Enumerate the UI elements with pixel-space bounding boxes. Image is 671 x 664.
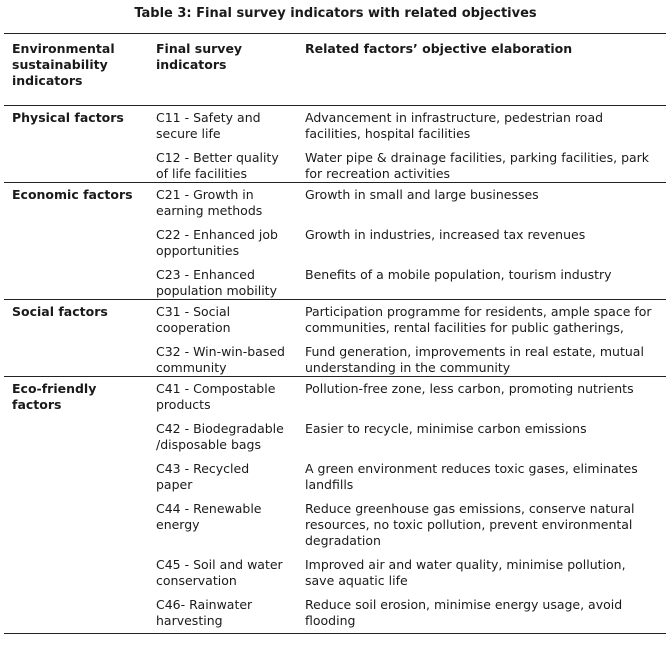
- table-row: [4, 493, 666, 549]
- table-row: [4, 453, 666, 493]
- survey-indicator-cell: C21 - Growth in earning methods: [148, 183, 297, 220]
- objective-cell: Water pipe & drainage facilities, parking facilities, park for recreation activities: [305, 150, 650, 181]
- objective-cell: Participation programme for residents, ample space for communities, rental facilities for public gatherings,: [297, 300, 666, 337]
- table-row: [4, 336, 666, 377]
- survey-indicator-cell: C42 - Biodegradable /disposable bags: [156, 421, 284, 452]
- survey-indicator-cell: C46- Rainwater harvesting: [148, 589, 297, 634]
- factor-group-empty: [4, 453, 148, 493]
- table-row: [4, 219, 666, 259]
- table-row: [4, 413, 666, 453]
- factor-group-empty: [4, 589, 148, 634]
- factor-group-empty: [4, 413, 148, 453]
- table-row: [4, 589, 666, 634]
- header-final-survey-indicators: Final survey indicators: [148, 34, 297, 106]
- survey-indicator-cell: C22 - Enhanced job opportunities: [156, 227, 278, 258]
- table-body: [4, 106, 666, 634]
- survey-indicator-cell: C43 - Recycled paper: [156, 461, 250, 492]
- factor-group-label: Eco-friendly factors: [4, 377, 148, 414]
- objective-cell: Benefits of a mobile population, tourism industry: [305, 267, 612, 282]
- table-row: [4, 106, 666, 143]
- factor-group-label: Social factors: [4, 300, 148, 337]
- table-row: [4, 549, 666, 589]
- objective-cell: Growth in small and large businesses: [297, 183, 666, 220]
- table-row: [4, 259, 666, 300]
- factor-group-label: Physical factors: [4, 106, 148, 143]
- factor-group-empty: [4, 493, 148, 549]
- factor-group-empty: [4, 336, 148, 377]
- objective-cell: Fund generation, improvements in real estate, mutual understanding in the community: [305, 344, 644, 375]
- objective-cell: Improved air and water quality, minimise pollution, save aquatic life: [305, 557, 626, 588]
- factor-group-empty: [4, 142, 148, 183]
- table-row: [4, 183, 666, 220]
- objective-cell: A green environment reduces toxic gases, eliminates landfills: [305, 461, 638, 492]
- factor-group-empty: [4, 219, 148, 259]
- survey-indicator-cell: C44 - Renewable energy: [156, 501, 262, 532]
- header-sustainability-indicators: Environmental sustainability indicators: [4, 34, 148, 106]
- objective-cell: Pollution-free zone, less carbon, promoting nutrients: [297, 377, 666, 414]
- table-row: [4, 300, 666, 337]
- indicators-table: [4, 33, 666, 634]
- table-caption: Table 3: Final survey indicators with related objectives: [134, 6, 537, 21]
- table-header-row: [4, 34, 666, 106]
- factor-group-empty: [4, 259, 148, 300]
- factor-group-empty: [4, 549, 148, 589]
- survey-indicator-cell: C32 - Win-win-based community: [156, 344, 285, 375]
- survey-indicator-cell: C23 - Enhanced population mobility: [156, 267, 277, 298]
- survey-indicator-cell: C31 - Social cooperation: [148, 300, 297, 337]
- objective-cell: Growth in industries, increased tax revenues: [305, 227, 586, 242]
- objective-cell: Reduce greenhouse gas emissions, conserve natural resources, no toxic pollution, prevent environmental degradation: [305, 501, 635, 548]
- survey-indicator-cell: C12 - Better quality of life facilities: [156, 150, 279, 181]
- survey-indicator-cell: C11 - Safety and secure life: [148, 106, 297, 143]
- objective-cell: Easier to recycle, minimise carbon emissions: [305, 421, 587, 436]
- objective-cell: Advancement in infrastructure, pedestrian road facilities, hospital facilities: [297, 106, 666, 143]
- survey-indicator-cell: C45 - Soil and water conservation: [156, 557, 283, 588]
- table-row: [4, 377, 666, 414]
- objective-cell: Reduce soil erosion, minimise energy usage, avoid flooding: [297, 589, 666, 634]
- table-row: [4, 142, 666, 183]
- survey-indicator-cell: C41 - Compostable products: [148, 377, 297, 414]
- factor-group-label: Economic factors: [4, 183, 148, 220]
- header-objective-elaboration: Related factors’ objective elaboration: [297, 34, 666, 106]
